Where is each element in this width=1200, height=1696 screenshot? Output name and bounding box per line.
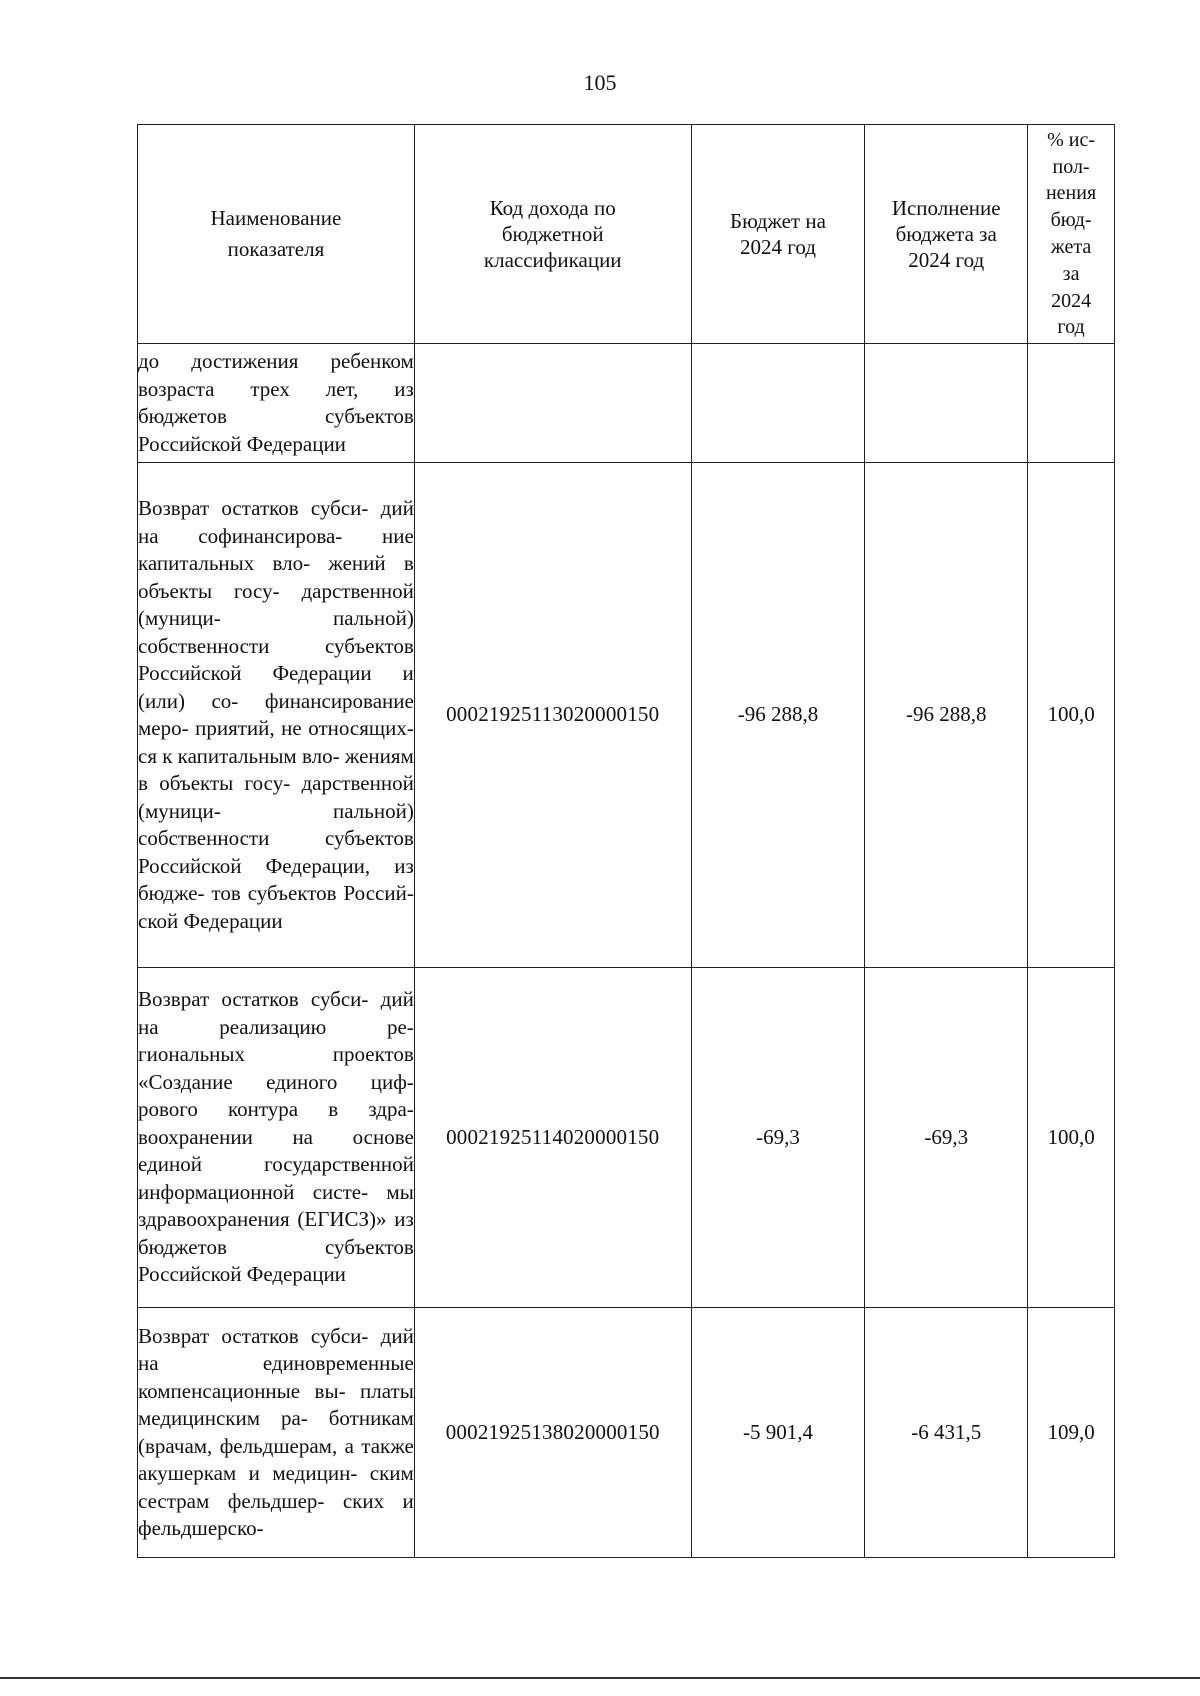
row-budget: -96 288,8 bbox=[691, 463, 865, 968]
row-budget bbox=[691, 344, 865, 463]
row-name: Возврат остатков субси- дий на единовременные компенсационные вы- платы медицинским ра- ботникам (врачам, фельдшерам, а также акушеркам и медицин- ским сестрам фельдшер- ских и фельдшерско- bbox=[138, 1308, 415, 1558]
page-number: 105 bbox=[583, 70, 617, 95]
table-row bbox=[138, 1308, 1115, 1558]
row-name: до достижения ребенком возраста трех лет, из бюджетов субъектов Российской Федерации bbox=[138, 344, 415, 463]
table-header-row bbox=[138, 125, 1115, 344]
header-income-code bbox=[414, 125, 691, 344]
row-code: 00021925114020000150 bbox=[414, 968, 691, 1308]
header-indicator-name bbox=[138, 125, 415, 344]
page-bottom-rule bbox=[0, 1677, 1200, 1679]
row-code bbox=[414, 344, 691, 463]
row-execution: -6 431,5 bbox=[865, 1308, 1028, 1558]
row-percent bbox=[1028, 344, 1115, 463]
header-budget-2024 bbox=[691, 125, 865, 344]
row-execution: -96 288,8 bbox=[865, 463, 1028, 968]
row-budget: -5 901,4 bbox=[691, 1308, 865, 1558]
header-indicator-name-text: Наименование показателя bbox=[210, 206, 342, 261]
header-execution-2024 bbox=[865, 125, 1028, 344]
header-income-code-text: Код дохода по бюджетной классификации bbox=[483, 196, 622, 272]
row-name: Возврат остатков субси- дий на софинансирова- ние капитальных вло- жений в объекты госу- дарственной (муници- пальной) собственности субъектов Российской Федерации и (или) со- финансирование меро- приятий, не относящих- ся к капитальным вло- жениям в объекты госу- дарственной (муници- пальной) собственности субъектов Российской Федерации, из бюдже- тов субъектов Россий- ской Федерации bbox=[138, 463, 415, 968]
header-execution-percent-text: % ис- пол- нения бюд- жета за 2024 год bbox=[1045, 128, 1097, 339]
header-execution-2024-text: Исполнение бюджета за 2024 год bbox=[891, 196, 1001, 272]
row-percent: 100,0 bbox=[1028, 968, 1115, 1308]
row-budget: -69,3 bbox=[691, 968, 865, 1308]
table-row bbox=[138, 344, 1115, 463]
table-row bbox=[138, 968, 1115, 1308]
row-name: Возврат остатков субси- дий на реализацию ре- гиональных проектов «Создание единого циф- рового контура в здра- воохранении на основе единой государственной информационной систе- мы здравоохранения (ЕГИСЗ)» из бюджетов субъектов Российской Федерации bbox=[138, 968, 415, 1308]
row-execution bbox=[865, 344, 1028, 463]
row-code: 00021925113020000150 bbox=[414, 463, 691, 968]
header-budget-2024-text: Бюджет на 2024 год bbox=[730, 209, 826, 259]
row-execution: -69,3 bbox=[865, 968, 1028, 1308]
table-row bbox=[138, 463, 1115, 968]
budget-execution-table bbox=[137, 124, 1115, 1558]
row-percent: 109,0 bbox=[1028, 1308, 1115, 1558]
header-execution-percent bbox=[1028, 125, 1115, 344]
row-percent: 100,0 bbox=[1028, 463, 1115, 968]
row-code: 00021925138020000150 bbox=[414, 1308, 691, 1558]
